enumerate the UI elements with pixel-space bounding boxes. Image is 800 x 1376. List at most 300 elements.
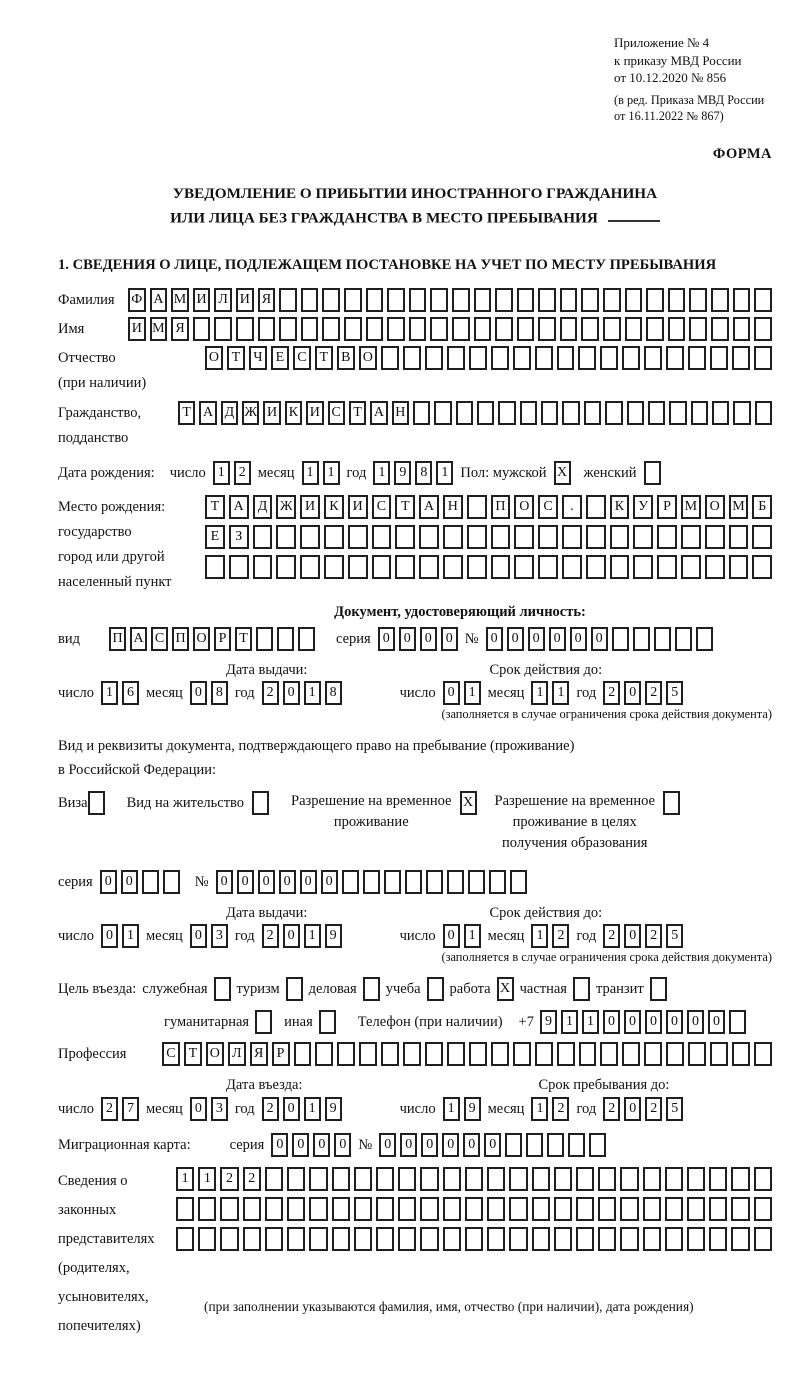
char-box[interactable] bbox=[301, 288, 319, 312]
char-box[interactable] bbox=[487, 1197, 505, 1221]
char-box[interactable] bbox=[643, 1167, 661, 1191]
char-box[interactable] bbox=[733, 317, 751, 341]
char-box[interactable] bbox=[198, 1227, 216, 1251]
char-box[interactable] bbox=[668, 288, 686, 312]
char-box[interactable] bbox=[538, 288, 556, 312]
char-box[interactable]: И bbox=[306, 401, 323, 425]
char-box[interactable]: 0 bbox=[101, 924, 118, 948]
char-box[interactable] bbox=[409, 317, 427, 341]
char-box[interactable]: 0 bbox=[624, 1097, 641, 1121]
char-box[interactable] bbox=[755, 401, 772, 425]
char-box[interactable] bbox=[562, 555, 582, 579]
char-box[interactable] bbox=[255, 1010, 272, 1034]
char-box[interactable] bbox=[434, 401, 451, 425]
char-box[interactable] bbox=[253, 525, 273, 549]
char-box[interactable] bbox=[729, 555, 749, 579]
char-box[interactable]: Н bbox=[443, 495, 463, 519]
char-box[interactable] bbox=[348, 525, 368, 549]
char-box[interactable] bbox=[487, 1227, 505, 1251]
char-box[interactable]: О bbox=[205, 346, 223, 370]
char-box[interactable]: 0 bbox=[283, 1097, 300, 1121]
char-box[interactable] bbox=[420, 1197, 438, 1221]
char-box[interactable] bbox=[733, 401, 750, 425]
char-box[interactable] bbox=[532, 1227, 550, 1251]
char-box[interactable] bbox=[729, 1010, 746, 1034]
char-box[interactable] bbox=[648, 401, 665, 425]
char-box[interactable]: 1 bbox=[436, 461, 453, 485]
char-box[interactable] bbox=[452, 288, 470, 312]
char-box[interactable] bbox=[376, 1197, 394, 1221]
char-box[interactable] bbox=[495, 317, 513, 341]
char-box[interactable] bbox=[236, 317, 254, 341]
char-box[interactable]: 0 bbox=[666, 1010, 683, 1034]
char-box[interactable] bbox=[731, 1197, 749, 1221]
char-box[interactable] bbox=[243, 1197, 261, 1221]
char-box[interactable] bbox=[554, 1227, 572, 1251]
char-box[interactable]: 8 bbox=[211, 681, 228, 705]
char-box[interactable] bbox=[258, 317, 276, 341]
char-box[interactable]: 0 bbox=[528, 627, 545, 651]
char-box[interactable] bbox=[535, 1042, 553, 1066]
char-box[interactable] bbox=[610, 525, 630, 549]
char-box[interactable] bbox=[509, 1227, 527, 1251]
char-box[interactable] bbox=[425, 1042, 443, 1066]
char-box[interactable] bbox=[381, 1042, 399, 1066]
char-box[interactable] bbox=[669, 401, 686, 425]
char-box[interactable] bbox=[491, 555, 511, 579]
char-box[interactable] bbox=[709, 1197, 727, 1221]
char-box[interactable]: 2 bbox=[234, 461, 251, 485]
char-box[interactable]: 0 bbox=[443, 681, 460, 705]
char-box[interactable]: Я bbox=[171, 317, 189, 341]
char-box[interactable] bbox=[495, 288, 513, 312]
char-box[interactable]: 1 bbox=[531, 1097, 548, 1121]
char-box[interactable] bbox=[600, 346, 618, 370]
char-box[interactable] bbox=[709, 1227, 727, 1251]
char-box[interactable] bbox=[731, 1167, 749, 1191]
char-box[interactable] bbox=[430, 288, 448, 312]
char-box[interactable] bbox=[733, 288, 751, 312]
char-box[interactable] bbox=[586, 495, 606, 519]
char-box[interactable]: К bbox=[610, 495, 630, 519]
char-box[interactable] bbox=[205, 555, 225, 579]
char-box[interactable]: С bbox=[151, 627, 168, 651]
char-box[interactable] bbox=[256, 627, 273, 651]
char-box[interactable] bbox=[372, 555, 392, 579]
char-box[interactable]: 2 bbox=[262, 924, 279, 948]
char-box[interactable] bbox=[354, 1167, 372, 1191]
char-box[interactable]: 2 bbox=[603, 924, 620, 948]
char-box[interactable]: 0 bbox=[624, 681, 641, 705]
char-box[interactable]: 0 bbox=[463, 1133, 480, 1157]
char-box[interactable]: 1 bbox=[101, 681, 118, 705]
char-box[interactable] bbox=[287, 1227, 305, 1251]
char-box[interactable]: 2 bbox=[243, 1167, 261, 1191]
char-box[interactable] bbox=[430, 317, 448, 341]
char-box[interactable]: Т bbox=[184, 1042, 202, 1066]
char-box[interactable] bbox=[287, 1167, 305, 1191]
char-box[interactable] bbox=[309, 1167, 327, 1191]
char-box[interactable] bbox=[474, 317, 492, 341]
char-box[interactable]: X bbox=[497, 977, 514, 1001]
char-box[interactable] bbox=[514, 555, 534, 579]
char-box[interactable] bbox=[560, 317, 578, 341]
char-box[interactable] bbox=[620, 1227, 638, 1251]
char-box[interactable] bbox=[560, 288, 578, 312]
char-box[interactable] bbox=[538, 317, 556, 341]
char-box[interactable] bbox=[359, 1042, 377, 1066]
char-box[interactable] bbox=[252, 791, 269, 815]
char-box[interactable] bbox=[395, 555, 415, 579]
char-box[interactable] bbox=[535, 346, 553, 370]
char-box[interactable]: 8 bbox=[325, 681, 342, 705]
char-box[interactable] bbox=[309, 1197, 327, 1221]
char-box[interactable]: 0 bbox=[378, 627, 395, 651]
char-box[interactable] bbox=[487, 1167, 505, 1191]
char-box[interactable] bbox=[657, 525, 677, 549]
char-box[interactable]: П bbox=[109, 627, 126, 651]
char-box[interactable]: 5 bbox=[666, 681, 683, 705]
char-box[interactable] bbox=[315, 1042, 333, 1066]
char-box[interactable]: И bbox=[348, 495, 368, 519]
char-box[interactable] bbox=[644, 346, 662, 370]
char-box[interactable]: Д bbox=[253, 495, 273, 519]
char-box[interactable]: 6 bbox=[122, 681, 139, 705]
char-box[interactable] bbox=[710, 1042, 728, 1066]
char-box[interactable] bbox=[578, 346, 596, 370]
char-box[interactable] bbox=[589, 1133, 606, 1157]
char-box[interactable]: С bbox=[538, 495, 558, 519]
char-box[interactable] bbox=[610, 555, 630, 579]
char-box[interactable] bbox=[517, 317, 535, 341]
char-box[interactable]: 0 bbox=[271, 1133, 288, 1157]
char-box[interactable]: 9 bbox=[464, 1097, 481, 1121]
char-box[interactable]: 0 bbox=[441, 627, 458, 651]
char-box[interactable]: 0 bbox=[283, 681, 300, 705]
char-box[interactable]: М bbox=[150, 317, 168, 341]
char-box[interactable]: М bbox=[171, 288, 189, 312]
char-box[interactable] bbox=[687, 1227, 705, 1251]
char-box[interactable] bbox=[387, 317, 405, 341]
char-box[interactable]: О bbox=[206, 1042, 224, 1066]
char-box[interactable] bbox=[276, 555, 296, 579]
char-box[interactable] bbox=[243, 1227, 261, 1251]
char-box[interactable] bbox=[265, 1227, 283, 1251]
char-box[interactable]: 2 bbox=[645, 1097, 662, 1121]
char-box[interactable]: 0 bbox=[400, 1133, 417, 1157]
char-box[interactable]: 1 bbox=[122, 924, 139, 948]
char-box[interactable]: 1 bbox=[176, 1167, 194, 1191]
char-box[interactable]: У bbox=[633, 495, 653, 519]
char-box[interactable]: Я bbox=[258, 288, 276, 312]
char-box[interactable]: . bbox=[562, 495, 582, 519]
char-box[interactable] bbox=[666, 1042, 684, 1066]
char-box[interactable] bbox=[489, 870, 506, 894]
char-box[interactable] bbox=[403, 346, 421, 370]
char-box[interactable]: 9 bbox=[394, 461, 411, 485]
char-box[interactable] bbox=[665, 1227, 683, 1251]
char-box[interactable] bbox=[752, 555, 772, 579]
char-box[interactable]: 0 bbox=[624, 924, 641, 948]
char-box[interactable]: С bbox=[372, 495, 392, 519]
char-box[interactable] bbox=[456, 401, 473, 425]
char-box[interactable]: А bbox=[419, 495, 439, 519]
char-box[interactable] bbox=[665, 1167, 683, 1191]
char-box[interactable] bbox=[309, 1227, 327, 1251]
char-box[interactable]: И bbox=[193, 288, 211, 312]
char-box[interactable]: Т bbox=[235, 627, 252, 651]
char-box[interactable] bbox=[752, 525, 772, 549]
char-box[interactable]: М bbox=[729, 495, 749, 519]
char-box[interactable] bbox=[732, 1042, 750, 1066]
char-box[interactable]: Н bbox=[392, 401, 409, 425]
char-box[interactable] bbox=[509, 1197, 527, 1221]
char-box[interactable] bbox=[681, 555, 701, 579]
char-box[interactable]: К bbox=[285, 401, 302, 425]
char-box[interactable] bbox=[88, 791, 105, 815]
char-box[interactable] bbox=[622, 1042, 640, 1066]
char-box[interactable]: Т bbox=[349, 401, 366, 425]
char-box[interactable]: Е bbox=[205, 525, 225, 549]
char-box[interactable] bbox=[688, 346, 706, 370]
char-box[interactable] bbox=[627, 401, 644, 425]
char-box[interactable]: Ж bbox=[276, 495, 296, 519]
char-box[interactable]: 0 bbox=[283, 924, 300, 948]
char-box[interactable] bbox=[681, 525, 701, 549]
char-box[interactable] bbox=[754, 288, 772, 312]
char-box[interactable] bbox=[420, 1227, 438, 1251]
char-box[interactable] bbox=[419, 525, 439, 549]
char-box[interactable] bbox=[603, 288, 621, 312]
char-box[interactable] bbox=[348, 555, 368, 579]
char-box[interactable] bbox=[576, 1197, 594, 1221]
char-box[interactable] bbox=[443, 1167, 461, 1191]
char-box[interactable]: Т bbox=[178, 401, 195, 425]
char-box[interactable] bbox=[452, 317, 470, 341]
char-box[interactable] bbox=[372, 525, 392, 549]
char-box[interactable]: 1 bbox=[531, 924, 548, 948]
char-box[interactable] bbox=[465, 1227, 483, 1251]
char-box[interactable] bbox=[643, 1227, 661, 1251]
char-box[interactable] bbox=[754, 1167, 772, 1191]
char-box[interactable]: 1 bbox=[323, 461, 340, 485]
char-box[interactable]: 2 bbox=[603, 681, 620, 705]
char-box[interactable] bbox=[214, 317, 232, 341]
char-box[interactable] bbox=[710, 346, 728, 370]
char-box[interactable] bbox=[586, 555, 606, 579]
char-box[interactable]: 0 bbox=[100, 870, 117, 894]
char-box[interactable]: 2 bbox=[603, 1097, 620, 1121]
char-box[interactable]: Б bbox=[752, 495, 772, 519]
char-box[interactable] bbox=[532, 1167, 550, 1191]
char-box[interactable] bbox=[665, 1197, 683, 1221]
char-box[interactable]: Е bbox=[271, 346, 289, 370]
char-box[interactable] bbox=[381, 346, 399, 370]
char-box[interactable]: 0 bbox=[300, 870, 317, 894]
char-box[interactable] bbox=[398, 1167, 416, 1191]
char-box[interactable] bbox=[279, 317, 297, 341]
char-box[interactable] bbox=[467, 525, 487, 549]
char-box[interactable]: Л bbox=[228, 1042, 246, 1066]
char-box[interactable]: А bbox=[150, 288, 168, 312]
char-box[interactable]: 1 bbox=[464, 924, 481, 948]
char-box[interactable]: 1 bbox=[552, 681, 569, 705]
char-box[interactable] bbox=[354, 1197, 372, 1221]
char-box[interactable] bbox=[447, 346, 465, 370]
char-box[interactable]: 0 bbox=[484, 1133, 501, 1157]
char-box[interactable] bbox=[520, 401, 537, 425]
char-box[interactable] bbox=[420, 1167, 438, 1191]
char-box[interactable]: Т bbox=[227, 346, 245, 370]
char-box[interactable]: 0 bbox=[279, 870, 296, 894]
char-box[interactable]: 1 bbox=[213, 461, 230, 485]
char-box[interactable]: К bbox=[324, 495, 344, 519]
char-box[interactable] bbox=[332, 1197, 350, 1221]
char-box[interactable]: 0 bbox=[334, 1133, 351, 1157]
char-box[interactable] bbox=[729, 525, 749, 549]
char-box[interactable]: А bbox=[199, 401, 216, 425]
char-box[interactable] bbox=[491, 346, 509, 370]
char-box[interactable] bbox=[363, 870, 380, 894]
char-box[interactable]: X bbox=[460, 791, 477, 815]
char-box[interactable] bbox=[322, 288, 340, 312]
char-box[interactable] bbox=[322, 317, 340, 341]
char-box[interactable] bbox=[517, 288, 535, 312]
char-box[interactable]: Т bbox=[315, 346, 333, 370]
char-box[interactable]: 9 bbox=[540, 1010, 557, 1034]
char-box[interactable]: 2 bbox=[101, 1097, 118, 1121]
char-box[interactable] bbox=[425, 346, 443, 370]
char-box[interactable]: 0 bbox=[237, 870, 254, 894]
char-box[interactable]: Д bbox=[221, 401, 238, 425]
char-box[interactable]: 0 bbox=[687, 1010, 704, 1034]
char-box[interactable] bbox=[198, 1197, 216, 1221]
char-box[interactable] bbox=[709, 1167, 727, 1191]
char-box[interactable] bbox=[467, 495, 487, 519]
char-box[interactable] bbox=[675, 627, 692, 651]
char-box[interactable] bbox=[300, 555, 320, 579]
char-box[interactable] bbox=[142, 870, 159, 894]
char-box[interactable] bbox=[443, 1227, 461, 1251]
char-box[interactable]: 0 bbox=[645, 1010, 662, 1034]
char-box[interactable] bbox=[576, 1227, 594, 1251]
char-box[interactable] bbox=[384, 870, 401, 894]
char-box[interactable] bbox=[754, 1042, 772, 1066]
char-box[interactable]: 0 bbox=[379, 1133, 396, 1157]
char-box[interactable] bbox=[646, 317, 664, 341]
char-box[interactable] bbox=[376, 1227, 394, 1251]
char-box[interactable] bbox=[465, 1197, 483, 1221]
char-box[interactable] bbox=[265, 1197, 283, 1221]
char-box[interactable]: А bbox=[130, 627, 147, 651]
char-box[interactable]: 7 bbox=[122, 1097, 139, 1121]
char-box[interactable] bbox=[600, 1042, 618, 1066]
char-box[interactable]: П bbox=[172, 627, 189, 651]
char-box[interactable] bbox=[689, 317, 707, 341]
char-box[interactable]: 0 bbox=[190, 924, 207, 948]
char-box[interactable]: 1 bbox=[464, 681, 481, 705]
char-box[interactable]: Я bbox=[250, 1042, 268, 1066]
char-box[interactable] bbox=[324, 555, 344, 579]
char-box[interactable]: 0 bbox=[121, 870, 138, 894]
char-box[interactable]: С bbox=[293, 346, 311, 370]
char-box[interactable] bbox=[447, 870, 464, 894]
char-box[interactable]: 8 bbox=[415, 461, 432, 485]
char-box[interactable] bbox=[688, 1042, 706, 1066]
char-box[interactable] bbox=[491, 1042, 509, 1066]
char-box[interactable]: Р bbox=[214, 627, 231, 651]
char-box[interactable] bbox=[342, 870, 359, 894]
char-box[interactable] bbox=[538, 555, 558, 579]
char-box[interactable] bbox=[465, 1167, 483, 1191]
char-box[interactable]: 0 bbox=[570, 627, 587, 651]
char-box[interactable] bbox=[287, 1197, 305, 1221]
char-box[interactable] bbox=[605, 401, 622, 425]
char-box[interactable] bbox=[712, 401, 729, 425]
char-box[interactable]: И bbox=[263, 401, 280, 425]
char-box[interactable]: 0 bbox=[507, 627, 524, 651]
char-box[interactable] bbox=[398, 1197, 416, 1221]
char-box[interactable] bbox=[491, 525, 511, 549]
char-box[interactable]: 5 bbox=[666, 1097, 683, 1121]
char-box[interactable] bbox=[469, 346, 487, 370]
char-box[interactable] bbox=[220, 1227, 238, 1251]
char-box[interactable]: Ч bbox=[249, 346, 267, 370]
char-box[interactable]: X bbox=[554, 461, 571, 485]
char-box[interactable] bbox=[687, 1167, 705, 1191]
char-box[interactable] bbox=[387, 288, 405, 312]
char-box[interactable]: Т bbox=[395, 495, 415, 519]
char-box[interactable] bbox=[568, 1133, 585, 1157]
char-box[interactable]: 0 bbox=[421, 1133, 438, 1157]
char-box[interactable] bbox=[467, 555, 487, 579]
char-box[interactable] bbox=[513, 346, 531, 370]
char-box[interactable]: 0 bbox=[258, 870, 275, 894]
char-box[interactable] bbox=[612, 627, 629, 651]
char-box[interactable] bbox=[395, 525, 415, 549]
char-box[interactable]: 0 bbox=[190, 681, 207, 705]
char-box[interactable] bbox=[654, 627, 671, 651]
char-box[interactable]: 9 bbox=[325, 1097, 342, 1121]
char-box[interactable] bbox=[526, 1133, 543, 1157]
char-box[interactable]: З bbox=[229, 525, 249, 549]
char-box[interactable] bbox=[409, 288, 427, 312]
char-box[interactable]: 2 bbox=[552, 1097, 569, 1121]
char-box[interactable]: И bbox=[128, 317, 146, 341]
char-box[interactable] bbox=[562, 525, 582, 549]
char-box[interactable] bbox=[579, 1042, 597, 1066]
char-box[interactable] bbox=[505, 1133, 522, 1157]
char-box[interactable] bbox=[477, 401, 494, 425]
char-box[interactable]: 2 bbox=[220, 1167, 238, 1191]
char-box[interactable] bbox=[644, 1042, 662, 1066]
char-box[interactable] bbox=[573, 977, 590, 1001]
char-box[interactable] bbox=[711, 317, 729, 341]
char-box[interactable] bbox=[754, 1197, 772, 1221]
char-box[interactable] bbox=[557, 1042, 575, 1066]
char-box[interactable] bbox=[711, 288, 729, 312]
char-box[interactable] bbox=[354, 1227, 372, 1251]
char-box[interactable] bbox=[193, 317, 211, 341]
char-box[interactable]: А bbox=[229, 495, 249, 519]
char-box[interactable] bbox=[754, 317, 772, 341]
char-box[interactable]: 0 bbox=[442, 1133, 459, 1157]
char-box[interactable]: О bbox=[193, 627, 210, 651]
char-box[interactable]: 0 bbox=[321, 870, 338, 894]
char-box[interactable] bbox=[319, 1010, 336, 1034]
char-box[interactable] bbox=[498, 401, 515, 425]
char-box[interactable] bbox=[554, 1167, 572, 1191]
